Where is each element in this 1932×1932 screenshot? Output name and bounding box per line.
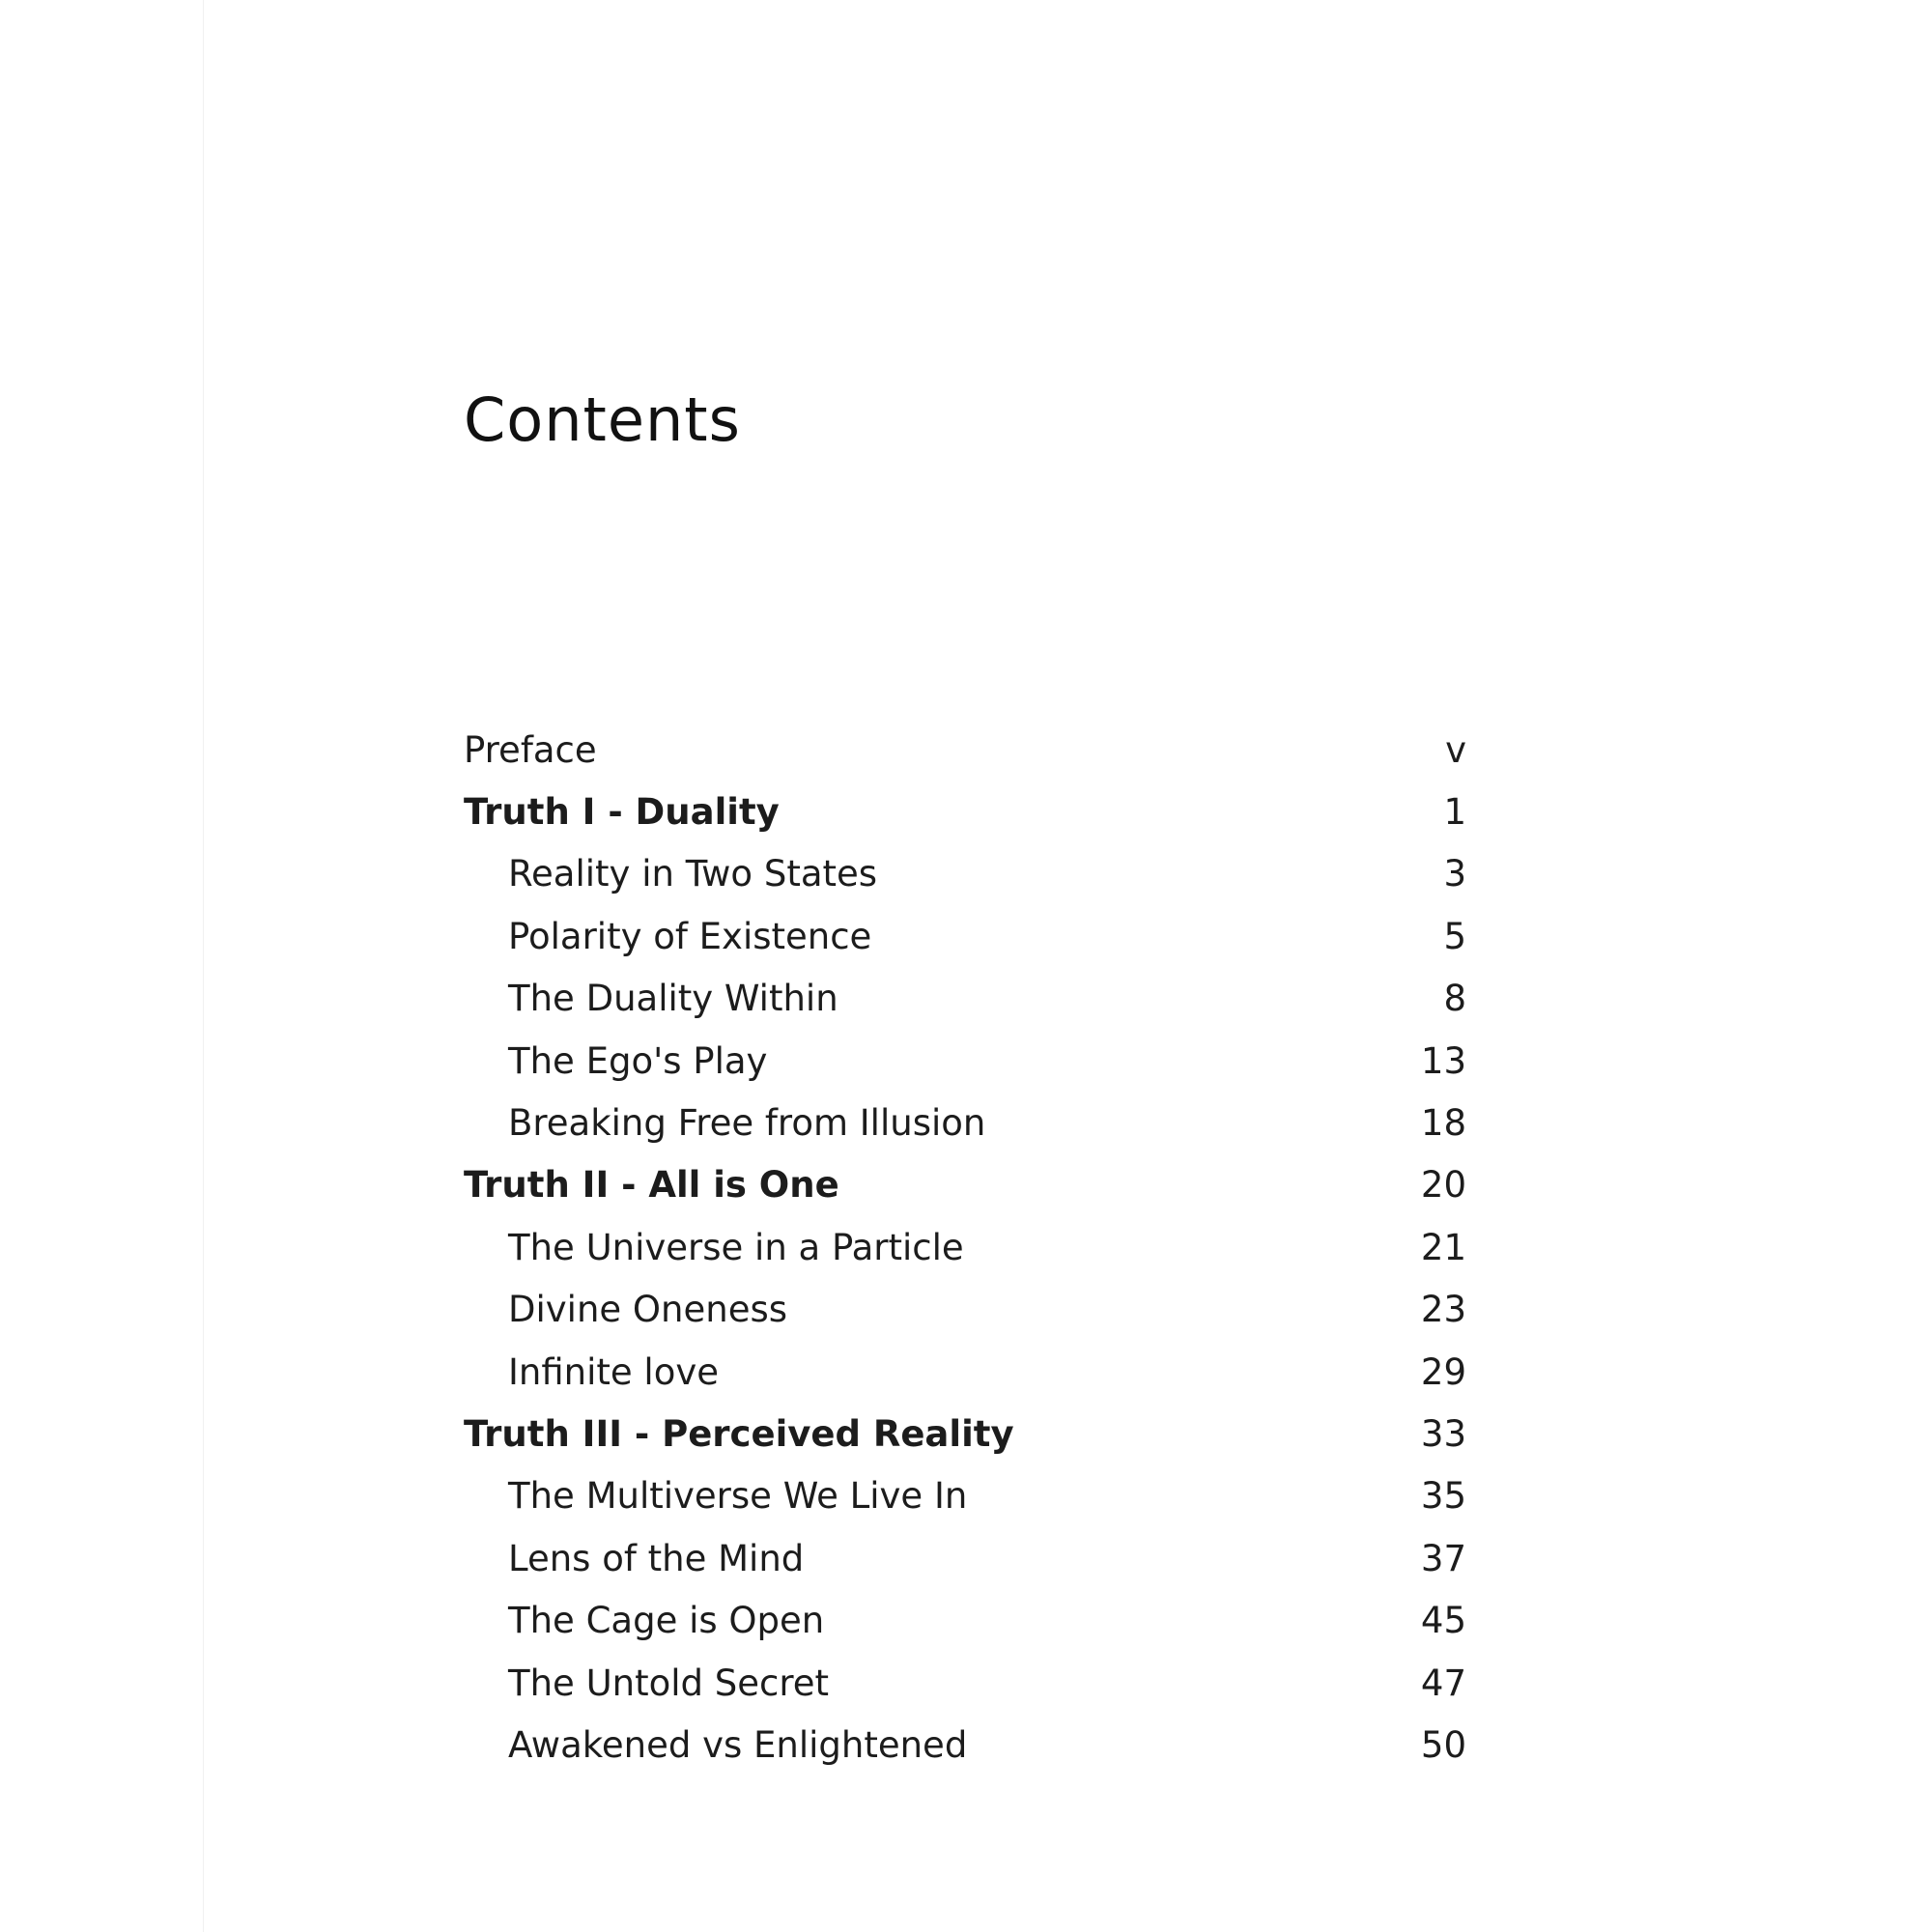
toc-entry-page-number: 5 xyxy=(1443,915,1466,957)
toc-entry[interactable] xyxy=(464,719,1466,781)
toc-entry-title: Breaking Free from Illusion xyxy=(508,1102,986,1145)
toc-entry-title: Preface xyxy=(464,728,597,771)
toc-entry[interactable] xyxy=(464,1527,1466,1589)
toc-entry-page-number: 21 xyxy=(1420,1226,1466,1268)
toc-entry-title: Truth I - Duality xyxy=(464,791,780,834)
toc-entry[interactable] xyxy=(464,781,1466,842)
toc-entry-title: The Untold Secret xyxy=(508,1662,830,1704)
toc-entry-title: The Cage is Open xyxy=(508,1600,825,1642)
toc-entry-page-number: 18 xyxy=(1420,1102,1466,1145)
toc-entry-page-number: 45 xyxy=(1420,1600,1466,1642)
toc-entry[interactable] xyxy=(464,1714,1466,1776)
toc-entry[interactable] xyxy=(464,1030,1466,1092)
toc-entry-page-number: 35 xyxy=(1420,1475,1466,1518)
toc-entry[interactable] xyxy=(464,1652,1466,1714)
toc-entry-title: Infinite love xyxy=(508,1350,720,1393)
toc-entry-page-number: 8 xyxy=(1443,978,1466,1020)
toc-entry-page-number: v xyxy=(1445,728,1466,771)
toc-entry-page-number: 37 xyxy=(1420,1537,1466,1579)
toc-entry-title: Awakened vs Enlightened xyxy=(508,1723,968,1766)
page-title: Contents xyxy=(464,384,741,455)
toc-entry[interactable] xyxy=(464,1403,1466,1464)
toc-entry-title: The Multiverse We Live In xyxy=(508,1475,968,1518)
toc-entry-page-number: 23 xyxy=(1420,1289,1466,1331)
toc-entry[interactable] xyxy=(464,1154,1466,1216)
toc-entry[interactable] xyxy=(464,905,1466,967)
toc-entry[interactable] xyxy=(464,843,1466,905)
toc-entry-page-number: 20 xyxy=(1420,1164,1466,1207)
toc-entry-title: Truth II - All is One xyxy=(464,1164,839,1207)
toc-entry-title: Divine Oneness xyxy=(508,1289,788,1331)
toc-entry[interactable] xyxy=(464,1216,1466,1278)
toc-entry-page-number: 29 xyxy=(1420,1350,1466,1393)
toc-entry-title: The Ego's Play xyxy=(508,1039,768,1082)
toc-entry-page-number: 33 xyxy=(1420,1412,1466,1455)
toc-entry-page-number: 47 xyxy=(1420,1662,1466,1704)
toc-entry[interactable] xyxy=(464,968,1466,1030)
table-of-contents xyxy=(464,719,1466,1776)
toc-entry-title: The Universe in a Particle xyxy=(508,1226,964,1268)
toc-entry[interactable] xyxy=(464,1465,1466,1527)
toc-entry-title: The Duality Within xyxy=(508,978,838,1020)
toc-entry-title: Polarity of Existence xyxy=(508,915,872,957)
toc-entry[interactable] xyxy=(464,1279,1466,1341)
page-edge-divider xyxy=(203,0,204,1932)
toc-entry-page-number: 1 xyxy=(1443,791,1466,834)
toc-entry-title: Lens of the Mind xyxy=(508,1537,805,1579)
toc-entry-page-number: 13 xyxy=(1420,1039,1466,1082)
toc-entry[interactable] xyxy=(464,1589,1466,1651)
toc-entry[interactable] xyxy=(464,1341,1466,1403)
toc-entry-title: Reality in Two States xyxy=(508,853,878,895)
toc-entry-title: Truth III - Perceived Reality xyxy=(464,1412,1014,1455)
toc-entry-page-number: 3 xyxy=(1443,853,1466,895)
toc-entry-page-number: 50 xyxy=(1420,1723,1466,1766)
toc-entry[interactable] xyxy=(464,1092,1466,1153)
